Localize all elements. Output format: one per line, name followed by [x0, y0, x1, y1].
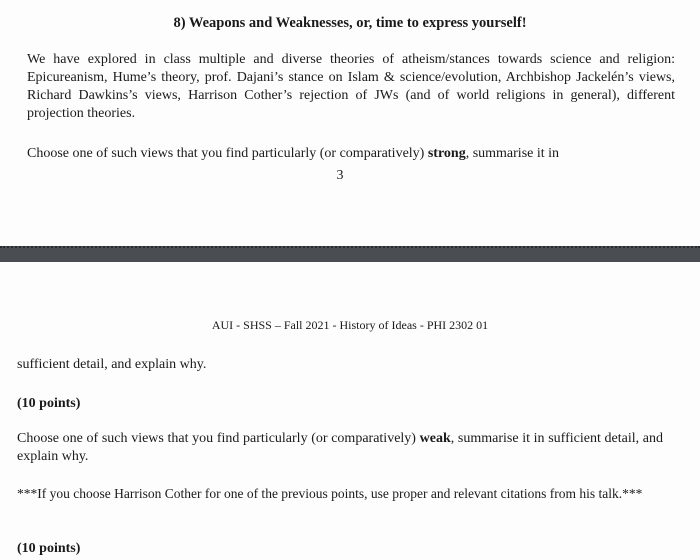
- intro-paragraph: We have explored in class multiple and diverse theories of atheism/stances towards science and religion: Epicureanism, Hume’s theory, prof. Dajani’s stance on Islam & science/evolution, Archbishop Jackelén’s views, Richard Dawkins’s views, Harrison Cother’s rejection of JWs (and of world religions in general), different projection theories.: [27, 52, 675, 121]
- citation-note: ***If you choose Harrison Cother for one of the previous points, use proper and relevant citations from his talk.***: [17, 486, 643, 501]
- strong-question-paragraph: [27, 145, 675, 163]
- continuation-text: sufficient detail, and explain why.: [17, 357, 207, 372]
- strong-keyword: strong: [427, 146, 466, 161]
- points-label-2: (10 points): [17, 541, 81, 556]
- weak-question-tail: , summarise it in sufficient detail, and explain why.: [17, 431, 663, 464]
- points-label-1: (10 points): [17, 396, 81, 411]
- weak-keyword: weak: [419, 431, 451, 446]
- section-heading: 8) Weapons and Weaknesses, or, time to express yourself!: [173, 15, 527, 31]
- weak-question-paragraph: [17, 430, 663, 466]
- strong-question-text: Choose one of such views that you find particularly (or comparatively): [27, 146, 428, 161]
- document-page-top: [0, 0, 700, 246]
- page-number: 3: [336, 168, 344, 183]
- strong-question-tail: , summarise it in: [465, 146, 560, 161]
- weak-question-text: Choose one of such views that you find particularly (or comparatively): [17, 431, 420, 446]
- course-header: AUI - SHSS – Fall 2021 - History of Ideas - PHI 2302 01: [211, 318, 489, 332]
- page-break-divider: [0, 246, 700, 262]
